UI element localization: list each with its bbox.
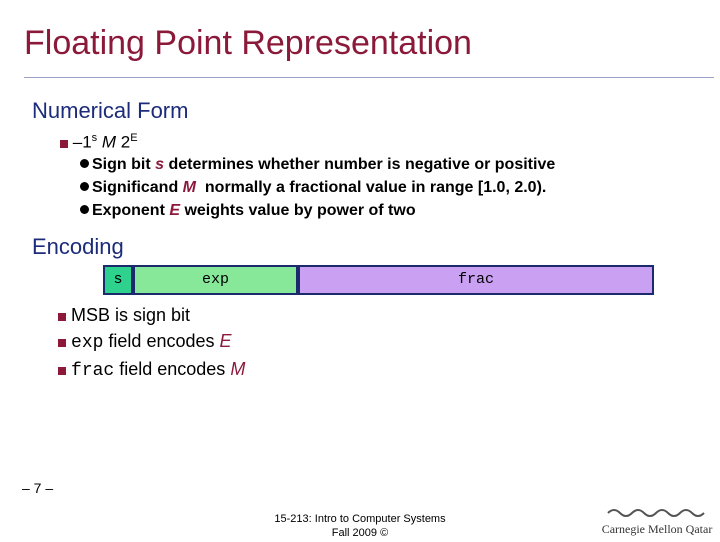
bullet-code: frac — [71, 361, 115, 381]
svg-text:Carnegie Mellon Qatar: Carnegie Mellon Qatar — [601, 522, 713, 536]
bullet-square-icon — [60, 140, 68, 148]
bullet-text: normally a fractional value in range [1.0, 2.0). — [196, 179, 547, 196]
bullet-text: Exponent — [92, 202, 170, 219]
formula-prefix: –1 — [72, 132, 92, 152]
bullet-text: field encodes — [103, 331, 220, 351]
bullet-var: M — [182, 179, 196, 196]
formula-line — [60, 132, 138, 153]
bullet-square-icon — [58, 313, 66, 321]
bullet-text: field encodes — [114, 359, 231, 379]
logo-graphic — [600, 505, 715, 537]
bullet-var: E — [169, 202, 181, 219]
formula-m: M — [101, 132, 117, 152]
formula-s-exponent: s — [91, 132, 98, 144]
numerical-bullet-exponent — [80, 202, 416, 220]
cmu-qatar-logo — [600, 505, 715, 537]
course-line-2: Fall 2009 © — [331, 527, 389, 539]
bullet-text: Sign bit — [92, 156, 156, 173]
bullet-text: determines whether number is negative or positive — [164, 156, 556, 173]
encoding-heading: Encoding — [32, 234, 124, 259]
title-divider — [24, 77, 714, 78]
bullet-var: M — [230, 359, 246, 379]
numerical-bullet-sign — [80, 156, 555, 174]
encoding-bullet-exp — [58, 331, 232, 353]
bullet-dot-icon — [80, 205, 89, 214]
numerical-form-heading: Numerical Form — [32, 98, 189, 123]
bullet-var: s — [155, 156, 165, 173]
encoding-bullet-msb — [58, 305, 190, 326]
formula-e-exponent: E — [130, 132, 138, 144]
numerical-bullet-significand — [80, 179, 546, 197]
bullet-text: MSB is sign bit — [71, 305, 191, 325]
bullet-text: weights value by power of two — [180, 202, 416, 219]
encoding-bullet-frac — [58, 359, 245, 381]
bullet-code: exp — [71, 333, 104, 353]
bullet-square-icon — [58, 367, 66, 375]
course-footer — [250, 512, 470, 540]
slide-title: Floating Point Representation — [24, 24, 472, 62]
bullet-dot-icon — [80, 182, 89, 191]
bullet-dot-icon — [80, 159, 89, 168]
field-exp: exp — [133, 265, 298, 295]
bullet-var: E — [219, 331, 232, 351]
page-number: – 7 – — [22, 480, 54, 496]
bullet-text: Significand — [92, 179, 183, 196]
course-line-1: 15-213: Intro to Computer Systems — [274, 513, 446, 525]
field-frac: frac — [298, 265, 654, 295]
field-s: s — [103, 265, 133, 295]
bullet-square-icon — [58, 339, 66, 347]
formula-two: 2 — [120, 132, 131, 152]
